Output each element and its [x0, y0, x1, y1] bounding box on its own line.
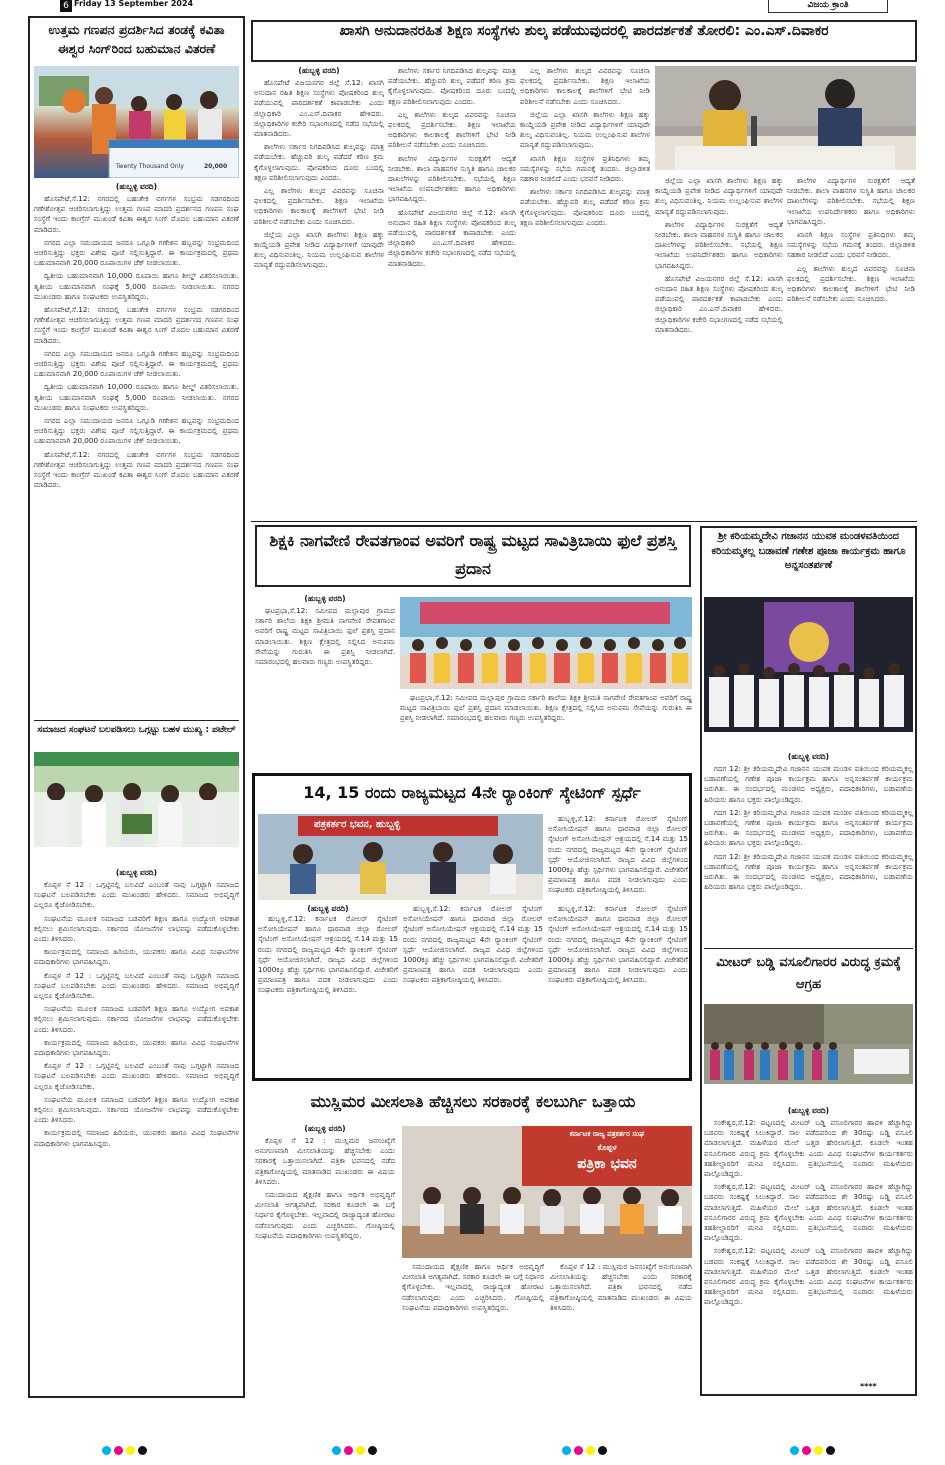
paragraph: ಜಿಲ್ಲೆಯ ಎಲ್ಲಾ ಖಾಸಗಿ ಶಾಲೆಗಳು ಶಿಕ್ಷಣ ಹಕ್ಕು ಕಾಯ್ದೆಯಡಿ ಪ್ರವೇಶ ನೀಡಿದ ವಿದ್ಯಾರ್ಥಿಗಳಿಗೆ ಯಾವುದೇ ಶುಲ್ಕ ವಿಧಿಸುವಂತಿಲ್ಲ. ನಿಯಮ ಉಲ್ಲಂಘಿಸುವ ಶಾಲೆಗಳ ಮಾನ್ಯತೆ ರದ್ದುಪಡಿಸಲಾಗುವುದು.: [655, 176, 783, 216]
black-dot: [138, 1446, 147, 1455]
divider: [34, 720, 239, 721]
ganesha-photo: [704, 597, 913, 732]
muslim-body-2: [402, 1262, 544, 1398]
cheque-photo: [34, 66, 239, 178]
paragraph: ಸಂಕೇಶ್ವರ,ಸೆ.12: ಪಟ್ಟಣದಲ್ಲಿ ಮೀಟರ್ ಬಡ್ಡಿ ವಸೂಲಿಗಾರರ ಹಾವಳಿ ಹೆಚ್ಚಾಗಿದ್ದು ಬಡವರು ಸಂಕಷ್ಟಕ್ಕೆ ಸಿಲುಕಿದ್ದಾರೆ. ಸಾಲ ಪಡೆದವರಿಂದ ಶೇ 30ರಷ್ಟು ಬಡ್ಡಿ ವಸೂಲಿ ಮಾಡಲಾಗುತ್ತಿದೆ. ಮಹಿಳೆಯರ ಮೇಲೆ ಒತ್ತಡ ಹೇರಲಾಗುತ್ತಿದೆ. ಕೂಡಲೇ ಇಂತಹ ವಸೂಲಿಗಾರರ ವಿರುದ್ಧ ಕ್ರಮ ಕೈಗೊಳ್ಳಬೇಕು ಎಂದು ವಿವಿಧ ಸಂಘಟನೆಗಳ ಕಾರ್ಯಕರ್ತರು ತಹಶೀಲ್ದಾರರಿಗೆ ಮನವಿ ಸಲ್ಲಿಸಿದರು. ಪ್ರತಿಭಟನೆಯಲ್ಲಿ ನೂರಾರು ಮಹಿಳೆಯರು ಪಾಲ್ಗೊಂಡಿದ್ದರು.: [704, 1118, 913, 1179]
paragraph: ಎಲ್ಲ ಶಾಲೆಗಳು ಶುಲ್ಕದ ವಿವರವನ್ನು ಸೂಚನಾ ಫಲಕದಲ್ಲಿ ಪ್ರದರ್ಶಿಸಬೇಕು. ಶಿಕ್ಷಣ ಇಲಾಖೆಯ ಅಧಿಕಾರಿಗಳು ಕಾಲಕಾಲಕ್ಕೆ ಶಾಲೆಗಳಿಗೆ ಭೇಟಿ ನೀಡಿ ಪರಿಶೀಲನೆ ನಡೆಸಬೇಕು ಎಂದು ಸೂಚಿಸಿದರು.: [787, 263, 915, 304]
paragraph: ಕೊಪ್ಪಳ ಸೆ 12 : ಮುಸ್ಲಿಮರ ಜನಸಂಖ್ಯೆಗೆ ಅನುಗುಣವಾಗಿ ಮೀಸಲಾತಿಯನ್ನು ಹೆಚ್ಚಿಸಬೇಕು ಎಂದು ಸರಕಾರಕ್ಕೆ ಒತ್ತಾಯಿಸಲಾಗಿದೆ. ಪತ್ರಿಕಾ ಭವನದಲ್ಲಿ ನಡೆದ ಪತ್ರಿಕಾಗೋಷ್ಠಿಯಲ್ಲಿ ಮಾತನಾಡಿದ ಮುಖಂಡರು ಈ ವಿಷಯ ತಿಳಿಸಿದರು.: [550, 1262, 692, 1312]
banner-col-5: [787, 176, 915, 518]
paragraph: ಶಾಲೆಗಳು ಸರ್ಕಾರ ನಿಗದಿಪಡಿಸಿದ ಶುಲ್ಕವನ್ನು ಮಾತ್ರ ಪಡೆಯಬೇಕು. ಹೆಚ್ಚುವರಿ ಶುಲ್ಕ ಪಡೆದರೆ ಕಠಿಣ ಕ್ರಮ ಕೈಗೊಳ್ಳಲಾಗುವುದು. ಪೋಷಕರಿಂದ ದೂರು ಬಂದಲ್ಲಿ ತಕ್ಷಣ ಪರಿಶೀಲಿಸಲಾಗುವುದು ಎಂದರು.: [520, 187, 650, 227]
magenta-dot: [574, 1446, 583, 1455]
paragraph: ನಗರದ ಎಲ್ಲಾ ಸಮುದಾಯದ ಜನರೂ ಒಗ್ಗೂಡಿ ಗಣೇಶನ ಹಬ್ಬವನ್ನು ಸಂಭ್ರಮದಿಂದ ಆಚರಿಸುತ್ತಿದ್ದು ಭಕ್ತರು ವಿಶೇಷ ಪೂಜೆ ಸಲ್ಲಿಸುತ್ತಿದ್ದಾರೆ. ಈ ಕಾರ್ಯಕ್ರಮದಲ್ಲಿ ಪ್ರಥಮ ಬಹುಮಾನವಾಗಿ 20,000 ರೂಪಾಯಿಗಳ ಚೆಕ್ ನೀಡಲಾಯಿತು.: [34, 416, 239, 446]
left-byline: (ಹುಬ್ಬಳ್ಳಿ ವರದಿ): [115, 182, 158, 191]
ganesha-headline: ಶ್ರೀ ಕರಿಯಮ್ಮದೇವಿ ಗಜಾನನ ಯುವಕ ಮಂಡಳವತಿಯಿಂದ ಕರಿಯಮ್ಮಕಲ್ಲ ಬಡಾವಣೆ ಗಣೇಶ ಪೂಜಾ ಕಾರ್ಯಕ್ರಮ ಹಾಗೂ ಅನ್ನಸಂತರ್ಪಣೆ: [711, 531, 906, 571]
ganesha-photo-art: [704, 597, 913, 732]
paragraph: ಹುಬ್ಬಳ್ಳಿ,ಸೆ.12: ಕರ್ನಾಟಕ ರೋಲರ್ ಸ್ಕೇಟಿಂಗ್ ಅಸೋಸಿಯೇಷನ್ ಹಾಗೂ ಧಾರವಾಡ ಜಿಲ್ಲಾ ರೋಲರ್ ಸ್ಕೇಟಿಂಗ್ ಅಸೋಸಿಯೇಷನ್ ಆಶ್ರಯದಲ್ಲಿ ಸೆ.14 ಮತ್ತು 15 ರಂದು ನಗರದಲ್ಲಿ ರಾಜ್ಯಮಟ್ಟದ 4ನೇ ರ‍್ಯಾಂಕಿಂಗ್ ಸ್ಕೇಟಿಂಗ್ ಸ್ಪರ್ಧೆ ಆಯೋಜಿಸಲಾಗಿದೆ. ರಾಜ್ಯದ ವಿವಿಧ ಜಿಲ್ಲೆಗಳಿಂದ 1000ಕ್ಕೂ ಹೆಚ್ಚು ಸ್ಪರ್ಧಿಗಳು ಭಾಗವಹಿಸಲಿದ್ದಾರೆ. ವಿಜೇತರಿಗೆ ಪ್ರಮಾಣಪತ್ರ ಹಾಗೂ ಪದಕ ನೀಡಲಾಗುವುದು ಎಂದು ಸಂಘಟಕರು ಪತ್ರಿಕಾಗೋಷ್ಠಿಯಲ್ಲಿ ತಿಳಿಸಿದರು.: [403, 904, 543, 985]
paragraph: ಕಾರ್ಯಕ್ರಮದಲ್ಲಿ ಸಮಾಜದ ಹಿರಿಯರು, ಯುವಕರು ಹಾಗೂ ವಿವಿಧ ಸಂಘಟನೆಗಳ ಪದಾಧಿಕಾರಿಗಳು ಭಾಗವಹಿಸಿದ್ದರು.: [34, 1037, 239, 1058]
paragraph: ಹೊಸಪೇಟೆ ವಿಜಯನಗರ ಜಿಲ್ಲೆ ಸೆ.12: ಖಾಸಗಿ ಅನುದಾನ ರಹಿತ ಶಿಕ್ಷಣ ಸಂಸ್ಥೆಗಳು ಪೋಷಕರಿಂದ ಶುಲ್ಕ ಪಡೆಯುವಲ್ಲಿ ಪಾರದರ್ಶಕತೆ ಕಾಪಾಡಬೇಕು ಎಂದು ಜಿಲ್ಲಾಧಿಕಾರಿ ಎಂ.ಎಸ್.ದಿವಾಕರ ಹೇಳಿದರು. ಜಿಲ್ಲಾಧಿಕಾರಿಗಳ ಕಚೇರಿ ಸಭಾಂಗಣದಲ್ಲಿ ನಡೆದ ಸಭೆಯಲ್ಲಿ ಮಾತನಾಡಿದರು.: [254, 78, 384, 139]
meeting-photo: [34, 752, 239, 847]
registration-marks-1: [102, 1440, 150, 1459]
black-dot: [598, 1446, 607, 1455]
paragraph: ಜಿಲ್ಲೆಯ ಎಲ್ಲಾ ಖಾಸಗಿ ಶಾಲೆಗಳು ಶಿಕ್ಷಣ ಹಕ್ಕು ಕಾಯ್ದೆಯಡಿ ಪ್ರವೇಶ ನೀಡಿದ ವಿದ್ಯಾರ್ಥಿಗಳಿಗೆ ಯಾವುದೇ ಶುಲ್ಕ ವಿಧಿಸುವಂತಿಲ್ಲ. ನಿಯಮ ಉಲ್ಲಂಘಿಸುವ ಶಾಲೆಗಳ ಮಾನ್ಯತೆ ರದ್ದುಪಡಿಸಲಾಗುವುದು.: [520, 109, 650, 150]
end-mark: ****: [860, 1382, 877, 1391]
left-headline: ಉತ್ತಮ ಗಣಪನ ಪ್ರದರ್ಶಿಸಿದ ತಂಡಕ್ಕೆ ಕವಿತಾ ಈಶ್ವರ ಸಿಂಗ್‌ರಿಂದ ಬಹುಮಾನ ವಿತರಣೆ: [48, 22, 225, 56]
paragraph: ಹೊಸಪೇಟೆ,ಸೆ.12: ನಗರದಲ್ಲಿ ಬಹುತೇಕ ವರ್ಗಗಳ ಸಂಭ್ರಮ ಸಡಗರದಿಂದ ಗಣೇಶೋತ್ಸವ ಆಚರಿಸಲಾಗುತ್ತಿದ್ದು ಉತ್ತಮ ಗಣಪ ಮಾದರಿ ಪ್ರದರ್ಶನದ ಗಣಪನ ಸಂಘ ಸಂಸ್ಥೆಗೆ ಇಂದು ಕಾಂಗ್ರೆಸ್ ಮುಖಂಡೆ ಕವಿತಾ ಈಶ್ವರ ಸಿಂಗ್ ಮೊದಲ ಬಹುಮಾನ ವಿತರಣೆ ಮಾಡಿದರು.: [34, 305, 239, 345]
paragraph: ಹೊಸಪೇಟೆ,ಸೆ.12: ನಗರದಲ್ಲಿ ಬಹುತೇಕ ವರ್ಗಗಳ ಸಂಭ್ರಮ ಸಡಗರದಿಂದ ಗಣೇಶೋತ್ಸವ ಆಚರಿಸಲಾಗುತ್ತಿದ್ದು ಉತ್ತಮ ಗಣಪ ಮಾದರಿ ಪ್ರದರ್ಶನದ ಗಣಪನ ಸಂಘ ಸಂಸ್ಥೆಗೆ ಇಂದು ಕಾಂಗ್ರೆಸ್ ಮುಖಂಡೆ ಕವಿತಾ ಈಶ್ವರ ಸಿಂಗ್ ಮೊದಲ ಬಹುಮಾನ ವಿತರಣೆ ಮಾಡಿದರು.: [34, 194, 239, 234]
paragraph: ಹುಬ್ಬಳ್ಳಿ,ಸೆ.12: ಕರ್ನಾಟಕ ರೋಲರ್ ಸ್ಕೇಟಿಂಗ್ ಅಸೋಸಿಯೇಷನ್ ಹಾಗೂ ಧಾರವಾಡ ಜಿಲ್ಲಾ ರೋಲರ್ ಸ್ಕೇಟಿಂಗ್ ಅಸೋಸಿಯೇಷನ್ ಆಶ್ರಯದಲ್ಲಿ ಸೆ.14 ಮತ್ತು 15 ರಂದು ನಗರದಲ್ಲಿ ರಾಜ್ಯಮಟ್ಟದ 4ನೇ ರ‍್ಯಾಂಕಿಂಗ್ ಸ್ಕೇಟಿಂಗ್ ಸ್ಪರ್ಧೆ ಆಯೋಜಿಸಲಾಗಿದೆ. ರಾಜ್ಯದ ವಿವಿಧ ಜಿಲ್ಲೆಗಳಿಂದ 1000ಕ್ಕೂ ಹೆಚ್ಚು ಸ್ಪರ್ಧಿಗಳು ಭಾಗವಹಿಸಲಿದ್ದಾರೆ. ವಿಜೇತರಿಗೆ ಪ್ರಮಾಣಪತ್ರ ಹಾಗೂ ಪದಕ ನೀಡಲಾಗುವುದು ಎಂದು ಸಂಘಟಕರು ಪತ್ರಿಕಾಗೋಷ್ಠಿಯಲ್ಲಿ ತಿಳಿಸಿದರು.: [548, 904, 688, 985]
paragraph: ಕೊಪ್ಪಳ ಸೆ 12 : ಒಗ್ಗಟ್ಟಿನಲ್ಲಿ ಬಲವಿದೆ ಎಂಬಂತೆ ನಾವು ಒಗ್ಗಟ್ಟಾಗಿ ಸಮಾಜದ ಸಂಘಟನೆ ಬಲಪಡಿಸಬೇಕು ಎಂದು ಮುಖಂಡರು ಹೇಳಿದರು. ಸಮಾಜದ ಅಭಿವೃದ್ಧಿಗೆ ಎಲ್ಲರೂ ಕೈಜೋಡಿಸಬೇಕು.: [34, 880, 239, 910]
paragraph: ಸಂಕೇಶ್ವರ,ಸೆ.12: ಪಟ್ಟಣದಲ್ಲಿ ಮೀಟರ್ ಬಡ್ಡಿ ವಸೂಲಿಗಾರರ ಹಾವಳಿ ಹೆಚ್ಚಾಗಿದ್ದು ಬಡವರು ಸಂಕಷ್ಟಕ್ಕೆ ಸಿಲುಕಿದ್ದಾರೆ. ಸಾಲ ಪಡೆದವರಿಂದ ಶೇ 30ರಷ್ಟು ಬಡ್ಡಿ ವಸೂಲಿ ಮಾಡಲಾಗುತ್ತಿದೆ. ಮಹಿಳೆಯರ ಮೇಲೆ ಒತ್ತಡ ಹೇರಲಾಗುತ್ತಿದೆ. ಕೂಡಲೇ ಇಂತಹ ವಸೂಲಿಗಾರರ ವಿರುದ್ಧ ಕ್ರಮ ಕೈಗೊಳ್ಳಬೇಕು ಎಂದು ವಿವಿಧ ಸಂಘಟನೆಗಳ ಕಾರ್ಯಕರ್ತರು ತಹಶೀಲ್ದಾರರಿಗೆ ಮನವಿ ಸಲ್ಲಿಸಿದರು. ಪ್ರತಿಭಟನೆಯಲ್ಲಿ ನೂರಾರು ಮಹಿಳೆಯರು ಪಾಲ್ಗೊಂಡಿದ್ದರು.: [704, 1246, 913, 1307]
banner-col-1: [254, 78, 384, 518]
date-text: Friday 13 September 2024: [74, 0, 194, 8]
muslim-byline: (ಹುಬ್ಬಳ್ಳಿ ವರದಿ): [304, 1124, 346, 1133]
yellow-dot: [586, 1446, 595, 1455]
skating-byline: (ಹುಬ್ಬಳ್ಳಿ ವರದಿ): [307, 904, 349, 913]
skating-headline: 14, 15 ರಂದು ರಾಜ್ಯಮಟ್ಟದ 4ನೇ ರ‍್ಯಾಂಕಿಂಗ್ ಸ್ಕೇಟಿಂಗ್ ಸ್ಪರ್ಧೆ: [303, 783, 641, 802]
paragraph: ಕೊಪ್ಪಳ ಸೆ 12 : ಒಗ್ಗಟ್ಟಿನಲ್ಲಿ ಬಲವಿದೆ ಎಂಬಂತೆ ನಾವು ಒಗ್ಗಟ್ಟಾಗಿ ಸಮಾಜದ ಸಂಘಟನೆ ಬಲಪಡಿಸಬೇಕು ಎಂದು ಮುಖಂಡರು ಹೇಳಿದರು. ಸಮಾಜದ ಅಭಿವೃದ್ಧಿಗೆ ಎಲ್ಲರೂ ಕೈಜೋಡಿಸಬೇಕು.: [34, 970, 239, 1001]
muslim-body-3: [550, 1262, 692, 1398]
banner-col-2: [388, 66, 516, 518]
paragraph: ಘಟಪ್ರಭಾ,ಸೆ.12: ಸಮೀಪದ ಮಲ್ಲಾಪುರ ಗ್ರಾಮದ ಸರ್ಕಾರಿ ಶಾಲೆಯ ಶಿಕ್ಷಕಿ ಶ್ರೀಮತಿ ನಾಗವೇಣಿ ರೇವತಗಾಂವ ಅವರಿಗೆ ರಾಷ್ಟ್ರ ಮಟ್ಟದ ಸಾವಿತ್ರಿಬಾಯಿ ಫುಲೆ ಪ್ರಶಸ್ತಿ ಪ್ರದಾನ ಮಾಡಲಾಯಿತು. ಶಿಕ್ಷಣ ಕ್ಷೇತ್ರದಲ್ಲಿ ಸಲ್ಲಿಸಿದ ಅನುಪಮ ಸೇವೆಯನ್ನು ಗುರುತಿಸಿ ಈ ಪ್ರಶಸ್ತಿ ನೀಡಲಾಗಿದೆ. ಸಮಾರಂಭದಲ್ಲಿ ಹಲವಾರು ಗಣ್ಯರು ಉಪಸ್ಥಿತರಿದ್ದರು.: [255, 606, 395, 667]
paragraph: ಸಮುದಾಯದ ಶೈಕ್ಷಣಿಕ ಹಾಗೂ ಆರ್ಥಿಕ ಅಭಿವೃದ್ಧಿಗೆ ಮೀಸಲಾತಿ ಅಗತ್ಯವಾಗಿದೆ. ಸರಕಾರ ಕೂಡಲೇ ಈ ಬಗ್ಗೆ ನಿರ್ಧಾರ ಕೈಗೊಳ್ಳಬೇಕು. ಇಲ್ಲವಾದಲ್ಲಿ ರಾಜ್ಯಾದ್ಯಂತ ಹೋರಾಟ ನಡೆಸಲಾಗುವುದು ಎಂದು ಎಚ್ಚರಿಸಿದರು. ಗೋಷ್ಠಿಯಲ್ಲಿ ಸಂಘಟನೆಯ ಪದಾಧಿಕಾರಿಗಳು ಉಪಸ್ಥಿತರಿದ್ದರು.: [402, 1262, 544, 1312]
yellow-dot: [126, 1446, 135, 1455]
magenta-dot: [344, 1446, 353, 1455]
press-photo-art: [258, 814, 543, 900]
divider: [704, 948, 913, 949]
left-second-byline: (ಹುಬ್ಬಳ್ಳಿ ವರದಿ): [115, 868, 158, 877]
registration-marks-4: [790, 1440, 838, 1459]
registration-marks-3: [562, 1440, 610, 1459]
date-line: [74, 0, 193, 8]
ganesha-body: [704, 764, 913, 944]
paragraph: ಹೊಸಪೇಟೆ,ಸೆ.12: ನಗರದಲ್ಲಿ ಬಹುತೇಕ ವರ್ಗಗಳ ಸಂಭ್ರಮ ಸಡಗರದಿಂದ ಗಣೇಶೋತ್ಸವ ಆಚರಿಸಲಾಗುತ್ತಿದ್ದು ಉತ್ತಮ ಗಣಪ ಮಾದರಿ ಪ್ರದರ್ಶನದ ಗಣಪನ ಸಂಘ ಸಂಸ್ಥೆಗೆ ಇಂದು ಕಾಂಗ್ರೆಸ್ ಮುಖಂಡೆ ಕವಿತಾ ಈಶ್ವರ ಸಿಂಗ್ ಮೊದಲ ಬಹುಮಾನ ವಿತರಣೆ ಮಾಡಿದರು.: [34, 449, 239, 490]
protest-photo-art: [704, 1004, 913, 1084]
savitribai-body-1: [255, 606, 395, 766]
paragraph: ಎಲ್ಲ ಶಾಲೆಗಳು ಶುಲ್ಕದ ವಿವರವನ್ನು ಸೂಚನಾ ಫಲಕದಲ್ಲಿ ಪ್ರದರ್ಶಿಸಬೇಕು. ಶಿಕ್ಷಣ ಇಲಾಖೆಯ ಅಧಿಕಾರಿಗಳು ಕಾಲಕಾಲಕ್ಕೆ ಶಾಲೆಗಳಿಗೆ ಭೇಟಿ ನೀಡಿ ಪರಿಶೀಲನೆ ನಡೆಸಬೇಕು ಎಂದು ಸೂಚಿಸಿದರು.: [388, 109, 516, 150]
paragraph: ಸಂಘಟನೆಯ ಮೂಲಕ ಸಮಾಜದ ಬಡವರಿಗೆ ಶಿಕ್ಷಣ ಹಾಗೂ ಉದ್ಯೋಗ ಅವಕಾಶ ಕಲ್ಪಿಸಲು ಶ್ರಮಿಸಲಾಗುವುದು. ಸರ್ಕಾರದ ಯೋಜನೆಗಳ ಲಾಭವನ್ನು ಪಡೆದುಕೊಳ್ಳಬೇಕು ಎಂದು ತಿಳಿಸಿದರು.: [34, 913, 239, 944]
paragraph: ಶಾಲೆಗಳು ಸರ್ಕಾರ ನಿಗದಿಪಡಿಸಿದ ಶುಲ್ಕವನ್ನು ಮಾತ್ರ ಪಡೆಯಬೇಕು. ಹೆಚ್ಚುವರಿ ಶುಲ್ಕ ಪಡೆದರೆ ಕಠಿಣ ಕ್ರಮ ಕೈಗೊಳ್ಳಲಾಗುವುದು. ಪೋಷಕರಿಂದ ದೂರು ಬಂದಲ್ಲಿ ತಕ್ಷಣ ಪರಿಶೀಲಿಸಲಾಗುವುದು ಎಂದರು.: [388, 66, 516, 106]
presser-photo: [402, 1126, 692, 1258]
yellow-dot: [356, 1446, 365, 1455]
banner-col-3: [520, 66, 650, 518]
paragraph: ಖಾಸಗಿ ಶಿಕ್ಷಣ ಸಂಸ್ಥೆಗಳ ಪ್ರತಿನಿಧಿಗಳು ತಮ್ಮ ಸಮಸ್ಯೆಗಳನ್ನು ಸಭೆಯ ಗಮನಕ್ಕೆ ತಂದರು. ಜಿಲ್ಲಾಡಳಿತ ಸಹಕಾರ ನೀಡಲಿದೆ ಎಂದು ಭರವಸೆ ನೀಡಿದರು.: [520, 153, 650, 184]
paragraph: ಹೊಸಪೇಟೆ ವಿಜಯನಗರ ಜಿಲ್ಲೆ ಸೆ.12: ಖಾಸಗಿ ಅನುದಾನ ರಹಿತ ಶಿಕ್ಷಣ ಸಂಸ್ಥೆಗಳು ಪೋಷಕರಿಂದ ಶುಲ್ಕ ಪಡೆಯುವಲ್ಲಿ ಪಾರದರ್ಶಕತೆ ಕಾಪಾಡಬೇಕು ಎಂದು ಜಿಲ್ಲಾಧಿಕಾರಿ ಎಂ.ಎಸ್.ದಿವಾಕರ ಹೇಳಿದರು. ಜಿಲ್ಲಾಧಿಕಾರಿಗಳ ಕಚೇರಿ ಸಭಾಂಗಣದಲ್ಲಿ ನಡೆದ ಸಭೆಯಲ್ಲಿ ಮಾತನಾಡಿದರು.: [388, 207, 516, 268]
press-photo: [258, 814, 543, 900]
cyan-dot: [332, 1446, 341, 1455]
page-number: 6: [60, 0, 72, 12]
skating-body-3: [548, 904, 688, 1076]
black-dot: [826, 1446, 835, 1455]
press-banner-main: ಪತ್ರಿಕಾ ಭವನ: [577, 1156, 637, 1172]
paragraph: ಕಾರ್ಯಕ್ರಮದಲ್ಲಿ ಸಮಾಜದ ಹಿರಿಯರು, ಯುವಕರು ಹಾಗೂ ವಿವಿಧ ಸಂಘಟನೆಗಳ ಪದಾಧಿಕಾರಿಗಳು ಭಾಗವಹಿಸಿದ್ದರು.: [34, 1128, 239, 1148]
cyan-dot: [102, 1446, 111, 1455]
paragraph: ಎಲ್ಲ ಶಾಲೆಗಳು ಶುಲ್ಕದ ವಿವರವನ್ನು ಸೂಚನಾ ಫಲಕದಲ್ಲಿ ಪ್ರದರ್ಶಿಸಬೇಕು. ಶಿಕ್ಷಣ ಇಲಾಖೆಯ ಅಧಿಕಾರಿಗಳು ಕಾಲಕಾಲಕ್ಕೆ ಶಾಲೆಗಳಿಗೆ ಭೇಟಿ ನೀಡಿ ಪರಿಶೀಲನೆ ನಡೆಸಬೇಕು ಎಂದು ಸೂಚಿಸಿದರು.: [254, 186, 384, 226]
paragraph: ಶಾಲೆಗಳ ವಿದ್ಯಾರ್ಥಿಗಳ ಸುರಕ್ಷತೆಗೆ ಆದ್ಯತೆ ನೀಡಬೇಕು. ಶಾಲಾ ವಾಹನಗಳ ಸುಸ್ಥಿತಿ ಹಾಗೂ ಚಾಲಕರ ದಾಖಲೆಗಳನ್ನು ಪರಿಶೀಲಿಸಬೇಕು. ಸಭೆಯಲ್ಲಿ ಶಿಕ್ಷಣ ಇಲಾಖೆಯ ಉಪನಿರ್ದೇಶಕರು ಹಾಗೂ ಅಧಿಕಾರಿಗಳು ಭಾಗವಹಿಸಿದ್ದರು.: [388, 153, 516, 204]
press-photo-sign: ಪತ್ರಕರ್ತರ ಭವನ, ಹುಬ್ಬಳ್ಳಿ: [314, 819, 401, 830]
press-banner-title: ಕರ್ನಾಟಕ ರಾಜ್ಯ ಪತ್ರಕರ್ತರ ಸಂಘ: [569, 1130, 645, 1138]
magenta-dot: [114, 1446, 123, 1455]
award-photo: [400, 597, 692, 689]
paragraph: ನಗರದ ಎಲ್ಲಾ ಸಮುದಾಯದ ಜನರೂ ಒಗ್ಗೂಡಿ ಗಣೇಶನ ಹಬ್ಬವನ್ನು ಸಂಭ್ರಮದಿಂದ ಆಚರಿಸುತ್ತಿದ್ದು ಭಕ್ತರು ವಿಶೇಷ ಪೂಜೆ ಸಲ್ಲಿಸುತ್ತಿದ್ದಾರೆ. ಈ ಕಾರ್ಯಕ್ರಮದಲ್ಲಿ ಪ್ರಥಮ ಬಹುಮಾನವಾಗಿ 20,000 ರೂಪಾಯಿಗಳ ಚೆಕ್ ನೀಡಲಾಯಿತು.: [34, 348, 239, 379]
paragraph: ದ್ವಿತೀಯ ಬಹುಮಾನವಾಗಿ 10,000 ರೂಪಾಯಿ ಹಾಗೂ ಶೀಲ್ಡ್ ವಿತರಿಸಲಾಯಿತು. ತೃತೀಯ ಬಹುಮಾನವಾಗಿ ಸಂಘಕ್ಕೆ 5,000 ರೂಪಾಯಿ ನೀಡಲಾಯಿತು. ನಗರದ ಮುಖಂಡರು ಹಾಗೂ ಸಂಘಟಕರು ಉಪಸ್ಥಿತರಿದ್ದರು.: [34, 271, 239, 301]
press-banner-sub: ಕೊಪ್ಪಳ: [597, 1143, 617, 1152]
paragraph: ಶಾಲೆಗಳ ವಿದ್ಯಾರ್ಥಿಗಳ ಸುರಕ್ಷತೆಗೆ ಆದ್ಯತೆ ನೀಡಬೇಕು. ಶಾಲಾ ವಾಹನಗಳ ಸುಸ್ಥಿತಿ ಹಾಗೂ ಚಾಲಕರ ದಾಖಲೆಗಳನ್ನು ಪರಿಶೀಲಿಸಬೇಕು. ಸಭೆಯಲ್ಲಿ ಶಿಕ್ಷಣ ಇಲಾಖೆಯ ಉಪನಿರ್ದೇಶಕರು ಹಾಗೂ ಅಧಿಕಾರಿಗಳು ಭಾಗವಹಿಸಿದ್ದರು.: [655, 219, 783, 270]
ganesha-byline: (ಹುಬ್ಬಳ್ಳಿ ವರದಿ): [787, 752, 830, 761]
paragraph: ಗದಗ 12: ಶ್ರೀ ಕರಿಯಮ್ಮದೇವಿ ಗಜಾನನ ಯುವಕ ಮಂಡಳ ವತಿಯಿಂದ ಕರಿಯಮ್ಮಕಲ್ಲ ಬಡಾವಣೆಯಲ್ಲಿ ಗಣೇಶ ಪೂಜಾ ಕಾರ್ಯಕ್ರಮ ಹಾಗೂ ಅನ್ನಸಂತರ್ಪಣೆ ಕಾರ್ಯಕ್ರಮ ಜರುಗಿತು. ಈ ಸಂದರ್ಭದಲ್ಲಿ ಮಂಡಳದ ಅಧ್ಯಕ್ಷರು, ಪದಾಧಿಕಾರಿಗಳು, ಬಡಾವಣೆಯ ಹಿರಿಯರು ಹಾಗೂ ಭಕ್ತರು ಪಾಲ್ಗೊಂಡಿದ್ದರು.: [704, 807, 913, 848]
banner-byline: (ಹುಬ್ಬಳ್ಳಿ ವರದಿ): [298, 66, 340, 75]
meter-headline: ಮೀಟರ್ ಬಡ್ಡಿ ವಸೂಲಿಗಾರರ ವಿರುದ್ಧ ಕ್ರಮಕ್ಕೆ ಆಗ್ರಹ: [716, 955, 901, 992]
paragraph: ಕೊಪ್ಪಳ ಸೆ 12 : ಮುಸ್ಲಿಮರ ಜನಸಂಖ್ಯೆಗೆ ಅನುಗುಣವಾಗಿ ಮೀಸಲಾತಿಯನ್ನು ಹೆಚ್ಚಿಸಬೇಕು ಎಂದು ಸರಕಾರಕ್ಕೆ ಒತ್ತಾಯಿಸಲಾಗಿದೆ. ಪತ್ರಿಕಾ ಭವನದಲ್ಲಿ ನಡೆದ ಪತ್ರಿಕಾಗೋಷ್ಠಿಯಲ್ಲಿ ಮಾತನಾಡಿದ ಮುಖಂಡರು ಈ ವಿಷಯ ತಿಳಿಸಿದರು.: [255, 1136, 395, 1186]
paragraph: ಖಾಸಗಿ ಶಿಕ್ಷಣ ಸಂಸ್ಥೆಗಳ ಪ್ರತಿನಿಧಿಗಳು ತಮ್ಮ ಸಮಸ್ಯೆಗಳನ್ನು ಸಭೆಯ ಗಮನಕ್ಕೆ ತಂದರು. ಜಿಲ್ಲಾಡಳಿತ ಸಹಕಾರ ನೀಡಲಿದೆ ಎಂದು ಭರವಸೆ ನೀಡಿದರು.: [787, 230, 915, 260]
paragraph: ದ್ವಿತೀಯ ಬಹುಮಾನವಾಗಿ 10,000 ರೂಪಾಯಿ ಹಾಗೂ ಶೀಲ್ಡ್ ವಿತರಿಸಲಾಯಿತು. ತೃತೀಯ ಬಹುಮಾನವಾಗಿ ಸಂಘಕ್ಕೆ 5,000 ರೂಪಾಯಿ ನೀಡಲಾಯಿತು. ನಗರದ ಮುಖಂಡರು ಹಾಗೂ ಸಂಘಟಕರು ಉಪಸ್ಥಿತರಿದ್ದರು.: [34, 382, 239, 412]
cheque-photo-art: [34, 66, 239, 178]
cyan-dot: [790, 1446, 799, 1455]
paragraph: ಎಲ್ಲ ಶಾಲೆಗಳು ಶುಲ್ಕದ ವಿವರವನ್ನು ಸೂಚನಾ ಫಲಕದಲ್ಲಿ ಪ್ರದರ್ಶಿಸಬೇಕು. ಶಿಕ್ಷಣ ಇಲಾಖೆಯ ಅಧಿಕಾರಿಗಳು ಕಾಲಕಾಲಕ್ಕೆ ಶಾಲೆಗಳಿಗೆ ಭೇಟಿ ನೀಡಿ ಪರಿಶೀಲನೆ ನಡೆಸಬೇಕು ಎಂದು ಸೂಚಿಸಿದರು.: [520, 66, 650, 106]
officials-photo: [655, 66, 916, 170]
officials-photo-art: [655, 66, 916, 170]
magenta-dot: [802, 1446, 811, 1455]
protest-photo: [704, 1004, 913, 1084]
banner-headline: ಖಾಸಗಿ ಅನುದಾನರಹಿತ ಶಿಕ್ಷಣ ಸಂಸ್ಥೆಗಳು ಶುಲ್ಕ ಪಡೆಯುವುದರಲ್ಲಿ ಪಾರದರ್ಶಕತೆ ತೋರಲಿ: ಎಂ.ಎಸ್.ದಿವಾಕರ: [339, 23, 829, 39]
paragraph: ಕೊಪ್ಪಳ ಸೆ 12 : ಒಗ್ಗಟ್ಟಿನಲ್ಲಿ ಬಲವಿದೆ ಎಂಬಂತೆ ನಾವು ಒಗ್ಗಟ್ಟಾಗಿ ಸಮಾಜದ ಸಂಘಟನೆ ಬಲಪಡಿಸಬೇಕು ಎಂದು ಮುಖಂಡರು ಹೇಳಿದರು. ಸಮಾಜದ ಅಭಿವೃದ್ಧಿಗೆ ಎಲ್ಲರೂ ಕೈಜೋಡಿಸಬೇಕು.: [34, 1061, 239, 1091]
masthead: ವಿಜಯ ಕ್ರಾಂತಿ: [768, 0, 888, 13]
left-second-headline: ಸಮಾಜದ ಸಂಘಟನೆ ಬಲಪಡಿಸಲು ಒಗ್ಗಟ್ಟು ಬಹಳ ಮುಖ್ಯ : ಪಟೇಲ್: [37, 725, 236, 735]
skating-body-2: [403, 904, 543, 1076]
paragraph: ಸಮುದಾಯದ ಶೈಕ್ಷಣಿಕ ಹಾಗೂ ಆರ್ಥಿಕ ಅಭಿವೃದ್ಧಿಗೆ ಮೀಸಲಾತಿ ಅಗತ್ಯವಾಗಿದೆ. ಸರಕಾರ ಕೂಡಲೇ ಈ ಬಗ್ಗೆ ನಿರ್ಧಾರ ಕೈಗೊಳ್ಳಬೇಕು. ಇಲ್ಲವಾದಲ್ಲಿ ರಾಜ್ಯಾದ್ಯಂತ ಹೋರಾಟ ನಡೆಸಲಾಗುವುದು ಎಂದು ಎಚ್ಚರಿಸಿದರು. ಗೋಷ್ಠಿಯಲ್ಲಿ ಸಂಘಟನೆಯ ಪದಾಧಿಕಾರಿಗಳು ಉಪಸ್ಥಿತರಿದ್ದರು.: [255, 1190, 395, 1240]
paragraph: ನಗರದ ಎಲ್ಲಾ ಸಮುದಾಯದ ಜನರೂ ಒಗ್ಗೂಡಿ ಗಣೇಶನ ಹಬ್ಬವನ್ನು ಸಂಭ್ರಮದಿಂದ ಆಚರಿಸುತ್ತಿದ್ದು ಭಕ್ತರು ವಿಶೇಷ ಪೂಜೆ ಸಲ್ಲಿಸುತ್ತಿದ್ದಾರೆ. ಈ ಕಾರ್ಯಕ್ರಮದಲ್ಲಿ ಪ್ರಥಮ ಬಹುಮಾನವಾಗಿ 20,000 ರೂಪಾಯಿಗಳ ಚೆಕ್ ನೀಡಲಾಯಿತು.: [34, 237, 239, 268]
muslim-body-1: [255, 1136, 395, 1398]
meeting-photo-art: [34, 752, 239, 847]
paragraph: ಸಂಕೇಶ್ವರ,ಸೆ.12: ಪಟ್ಟಣದಲ್ಲಿ ಮೀಟರ್ ಬಡ್ಡಿ ವಸೂಲಿಗಾರರ ಹಾವಳಿ ಹೆಚ್ಚಾಗಿದ್ದು ಬಡವರು ಸಂಕಷ್ಟಕ್ಕೆ ಸಿಲುಕಿದ್ದಾರೆ. ಸಾಲ ಪಡೆದವರಿಂದ ಶೇ 30ರಷ್ಟು ಬಡ್ಡಿ ವಸೂಲಿ ಮಾಡಲಾಗುತ್ತಿದೆ. ಮಹಿಳೆಯರ ಮೇಲೆ ಒತ್ತಡ ಹೇರಲಾಗುತ್ತಿದೆ. ಕೂಡಲೇ ಇಂತಹ ವಸೂಲಿಗಾರರ ವಿರುದ್ಧ ಕ್ರಮ ಕೈಗೊಳ್ಳಬೇಕು ಎಂದು ವಿವಿಧ ಸಂಘಟನೆಗಳ ಕಾರ್ಯಕರ್ತರು ತಹಶೀಲ್ದಾರರಿಗೆ ಮನವಿ ಸಲ್ಲಿಸಿದರು. ಪ್ರತಿಭಟನೆಯಲ್ಲಿ ನೂರಾರು ಮಹಿಳೆಯರು ಪಾಲ್ಗೊಂಡಿದ್ದರು.: [704, 1182, 913, 1243]
paragraph: ಘಟಪ್ರಭಾ,ಸೆ.12: ಸಮೀಪದ ಮಲ್ಲಾಪುರ ಗ್ರಾಮದ ಸರ್ಕಾರಿ ಶಾಲೆಯ ಶಿಕ್ಷಕಿ ಶ್ರೀಮತಿ ನಾಗವೇಣಿ ರೇವತಗಾಂವ ಅವರಿಗೆ ರಾಷ್ಟ್ರ ಮಟ್ಟದ ಸಾವಿತ್ರಿಬಾಯಿ ಫುಲೆ ಪ್ರಶಸ್ತಿ ಪ್ರದಾನ ಮಾಡಲಾಯಿತು. ಶಿಕ್ಷಣ ಕ್ಷೇತ್ರದಲ್ಲಿ ಸಲ್ಲಿಸಿದ ಅನುಪಮ ಸೇವೆಯನ್ನು ಗುರುತಿಸಿ ಈ ಪ್ರಶಸ್ತಿ ನೀಡಲಾಗಿದೆ. ಸಮಾರಂಭದಲ್ಲಿ ಹಲವಾರು ಗಣ್ಯರು ಉಪಸ್ಥಿತರಿದ್ದರು.: [400, 693, 692, 723]
paragraph: ಕಾರ್ಯಕ್ರಮದಲ್ಲಿ ಸಮಾಜದ ಹಿರಿಯರು, ಯುವಕರು ಹಾಗೂ ವಿವಿಧ ಸಂಘಟನೆಗಳ ಪದಾಧಿಕಾರಿಗಳು ಭಾಗವಹಿಸಿದ್ದರು.: [34, 947, 239, 967]
black-dot: [368, 1446, 377, 1455]
cheque-words: Twenty Thousand Only: [116, 163, 184, 170]
savitribai-headline: ಶಿಕ್ಷಕಿ ನಾಗವೇಣಿ ರೇವತಗಾಂವ ಅವರಿಗೆ ರಾಷ್ಟ್ರ ಮಟ್ಟದ ಸಾವಿತ್ರಿಬಾಯಿ ಫುಲೆ ಪ್ರಶಸ್ತಿ ಪ್ರದಾನ: [269, 531, 677, 578]
paragraph: ಗದಗ 12: ಶ್ರೀ ಕರಿಯಮ್ಮದೇವಿ ಗಜಾನನ ಯುವಕ ಮಂಡಳ ವತಿಯಿಂದ ಕರಿಯಮ್ಮಕಲ್ಲ ಬಡಾವಣೆಯಲ್ಲಿ ಗಣೇಶ ಪೂಜಾ ಕಾರ್ಯಕ್ರಮ ಹಾಗೂ ಅನ್ನಸಂತರ್ಪಣೆ ಕಾರ್ಯಕ್ರಮ ಜರುಗಿತು. ಈ ಸಂದರ್ಭದಲ್ಲಿ ಮಂಡಳದ ಅಧ್ಯಕ್ಷರು, ಪದಾಧಿಕಾರಿಗಳು, ಬಡಾವಣೆಯ ಹಿರಿಯರು ಹಾಗೂ ಭಕ್ತರು ಪಾಲ್ಗೊಂಡಿದ್ದರು.: [704, 764, 913, 804]
meter-byline: (ಹುಬ್ಬಳ್ಳಿ ವರದಿ): [787, 1106, 830, 1115]
left-second-body: [34, 880, 239, 1392]
paragraph: ಸಂಘಟನೆಯ ಮೂಲಕ ಸಮಾಜದ ಬಡವರಿಗೆ ಶಿಕ್ಷಣ ಹಾಗೂ ಉದ್ಯೋಗ ಅವಕಾಶ ಕಲ್ಪಿಸಲು ಶ್ರಮಿಸಲಾಗುವುದು. ಸರ್ಕಾರದ ಯೋಜನೆಗಳ ಲಾಭವನ್ನು ಪಡೆದುಕೊಳ್ಳಬೇಕು ಎಂದು ತಿಳಿಸಿದರು.: [34, 1004, 239, 1034]
divider: [251, 521, 917, 522]
paragraph: ಜಿಲ್ಲೆಯ ಎಲ್ಲಾ ಖಾಸಗಿ ಶಾಲೆಗಳು ಶಿಕ್ಷಣ ಹಕ್ಕು ಕಾಯ್ದೆಯಡಿ ಪ್ರವೇಶ ನೀಡಿದ ವಿದ್ಯಾರ್ಥಿಗಳಿಗೆ ಯಾವುದೇ ಶುಲ್ಕ ವಿಧಿಸುವಂತಿಲ್ಲ. ನಿಯಮ ಉಲ್ಲಂಘಿಸುವ ಶಾಲೆಗಳ ಮಾನ್ಯತೆ ರದ್ದುಪಡಿಸಲಾಗುವುದು.: [254, 229, 384, 270]
paragraph: ಸಂಘಟನೆಯ ಮೂಲಕ ಸಮಾಜದ ಬಡವರಿಗೆ ಶಿಕ್ಷಣ ಹಾಗೂ ಉದ್ಯೋಗ ಅವಕಾಶ ಕಲ್ಪಿಸಲು ಶ್ರಮಿಸಲಾಗುವುದು. ಸರ್ಕಾರದ ಯೋಜನೆಗಳ ಲಾಭವನ್ನು ಪಡೆದುಕೊಳ್ಳಬೇಕು ಎಂದು ತಿಳಿಸಿದರು.: [34, 1094, 239, 1125]
muslim-headline: ಮುಸ್ಲಿಮರ ಮೀಸಲಾತಿ ಹೆಚ್ಚಿಸಲು ಸರಕಾರಕ್ಕೆ ಕಲಬುರ್ಗಿ ಒತ್ತಾಯ: [310, 1092, 636, 1111]
registration-marks-2: [332, 1440, 380, 1459]
skating-body-1: [258, 914, 398, 1076]
paragraph: ಗದಗ 12: ಶ್ರೀ ಕರಿಯಮ್ಮದೇವಿ ಗಜಾನನ ಯುವಕ ಮಂಡಳ ವತಿಯಿಂದ ಕರಿಯಮ್ಮಕಲ್ಲ ಬಡಾವಣೆಯಲ್ಲಿ ಗಣೇಶ ಪೂಜಾ ಕಾರ್ಯಕ್ರಮ ಹಾಗೂ ಅನ್ನಸಂತರ್ಪಣೆ ಕಾರ್ಯಕ್ರಮ ಜರುಗಿತು. ಈ ಸಂದರ್ಭದಲ್ಲಿ ಮಂಡಳದ ಅಧ್ಯಕ್ಷರು, ಪದಾಧಿಕಾರಿಗಳು, ಬಡಾವಣೆಯ ಹಿರಿಯರು ಹಾಗೂ ಭಕ್ತರು ಪಾಲ್ಗೊಂಡಿದ್ದರು.: [704, 851, 913, 892]
left-story-body: [34, 194, 239, 714]
paragraph: ಹೊಸಪೇಟೆ ವಿಜಯನಗರ ಜಿಲ್ಲೆ ಸೆ.12: ಖಾಸಗಿ ಅನುದಾನ ರಹಿತ ಶಿಕ್ಷಣ ಸಂಸ್ಥೆಗಳು ಪೋಷಕರಿಂದ ಶುಲ್ಕ ಪಡೆಯುವಲ್ಲಿ ಪಾರದರ್ಶಕತೆ ಕಾಪಾಡಬೇಕು ಎಂದು ಜಿಲ್ಲಾಧಿಕಾರಿ ಎಂ.ಎಸ್.ದಿವಾಕರ ಹೇಳಿದರು. ಜಿಲ್ಲಾಧಿಕಾರಿಗಳ ಕಚೇರಿ ಸಭಾಂಗಣದಲ್ಲಿ ನಡೆದ ಸಭೆಯಲ್ಲಿ ಮಾತನಾಡಿದರು.: [655, 273, 783, 334]
paragraph: ಶಾಲೆಗಳು ಸರ್ಕಾರ ನಿಗದಿಪಡಿಸಿದ ಶುಲ್ಕವನ್ನು ಮಾತ್ರ ಪಡೆಯಬೇಕು. ಹೆಚ್ಚುವರಿ ಶುಲ್ಕ ಪಡೆದರೆ ಕಠಿಣ ಕ್ರಮ ಕೈಗೊಳ್ಳಲಾಗುವುದು. ಪೋಷಕರಿಂದ ದೂರು ಬಂದಲ್ಲಿ ತಕ್ಷಣ ಪರಿಶೀಲಿಸಲಾಗುವುದು ಎಂದರು.: [254, 142, 384, 182]
savitribai-body-2: [400, 693, 692, 765]
savitribai-byline: (ಹುಬ್ಬಳ್ಳಿ ವರದಿ): [304, 594, 346, 603]
cheque-amount: 20,000: [204, 163, 228, 170]
meter-body: [704, 1118, 913, 1382]
cyan-dot: [562, 1446, 571, 1455]
paragraph: ಹುಬ್ಬಳ್ಳಿ,ಸೆ.12: ಕರ್ನಾಟಕ ರೋಲರ್ ಸ್ಕೇಟಿಂಗ್ ಅಸೋಸಿಯೇಷನ್ ಹಾಗೂ ಧಾರವಾಡ ಜಿಲ್ಲಾ ರೋಲರ್ ಸ್ಕೇಟಿಂಗ್ ಅಸೋಸಿಯೇಷನ್ ಆಶ್ರಯದಲ್ಲಿ ಸೆ.14 ಮತ್ತು 15 ರಂದು ನಗರದಲ್ಲಿ ರಾಜ್ಯಮಟ್ಟದ 4ನೇ ರ‍್ಯಾಂಕಿಂಗ್ ಸ್ಕೇಟಿಂಗ್ ಸ್ಪರ್ಧೆ ಆಯೋಜಿಸಲಾಗಿದೆ. ರಾಜ್ಯದ ವಿವಿಧ ಜಿಲ್ಲೆಗಳಿಂದ 1000ಕ್ಕೂ ಹೆಚ್ಚು ಸ್ಪರ್ಧಿಗಳು ಭಾಗವಹಿಸಲಿದ್ದಾರೆ. ವಿಜೇತರಿಗೆ ಪ್ರಮಾಣಪತ್ರ ಹಾಗೂ ಪದಕ ನೀಡಲಾಗುವುದು ಎಂದು ಸಂಘಟಕರು ಪತ್ರಿಕಾಗೋಷ್ಠಿಯಲ್ಲಿ ತಿಳಿಸಿದರು.: [548, 814, 688, 895]
skating-body-side: [548, 814, 688, 904]
paragraph: ಶಾಲೆಗಳ ವಿದ್ಯಾರ್ಥಿಗಳ ಸುರಕ್ಷತೆಗೆ ಆದ್ಯತೆ ನೀಡಬೇಕು. ಶಾಲಾ ವಾಹನಗಳ ಸುಸ್ಥಿತಿ ಹಾಗೂ ಚಾಲಕರ ದಾಖಲೆಗಳನ್ನು ಪರಿಶೀಲಿಸಬೇಕು. ಸಭೆಯಲ್ಲಿ ಶಿಕ್ಷಣ ಇಲಾಖೆಯ ಉಪನಿರ್ದೇಶಕರು ಹಾಗೂ ಅಧಿಕಾರಿಗಳು ಭಾಗವಹಿಸಿದ್ದರು.: [787, 176, 915, 226]
yellow-dot: [814, 1446, 823, 1455]
banner-col-4: [655, 176, 783, 518]
paragraph: ಹುಬ್ಬಳ್ಳಿ,ಸೆ.12: ಕರ್ನಾಟಕ ರೋಲರ್ ಸ್ಕೇಟಿಂಗ್ ಅಸೋಸಿಯೇಷನ್ ಹಾಗೂ ಧಾರವಾಡ ಜಿಲ್ಲಾ ರೋಲರ್ ಸ್ಕೇಟಿಂಗ್ ಅಸೋಸಿಯೇಷನ್ ಆಶ್ರಯದಲ್ಲಿ ಸೆ.14 ಮತ್ತು 15 ರಂದು ನಗರದಲ್ಲಿ ರಾಜ್ಯಮಟ್ಟದ 4ನೇ ರ‍್ಯಾಂಕಿಂಗ್ ಸ್ಕೇಟಿಂಗ್ ಸ್ಪರ್ಧೆ ಆಯೋಜಿಸಲಾಗಿದೆ. ರಾಜ್ಯದ ವಿವಿಧ ಜಿಲ್ಲೆಗಳಿಂದ 1000ಕ್ಕೂ ಹೆಚ್ಚು ಸ್ಪರ್ಧಿಗಳು ಭಾಗವಹಿಸಲಿದ್ದಾರೆ. ವಿಜೇತರಿಗೆ ಪ್ರಮಾಣಪತ್ರ ಹಾಗೂ ಪದಕ ನೀಡಲಾಗುವುದು ಎಂದು ಸಂಘಟಕರು ಪತ್ರಿಕಾಗೋಷ್ಠಿಯಲ್ಲಿ ತಿಳಿಸಿದರು.: [258, 914, 398, 995]
award-photo-art: [400, 597, 692, 689]
